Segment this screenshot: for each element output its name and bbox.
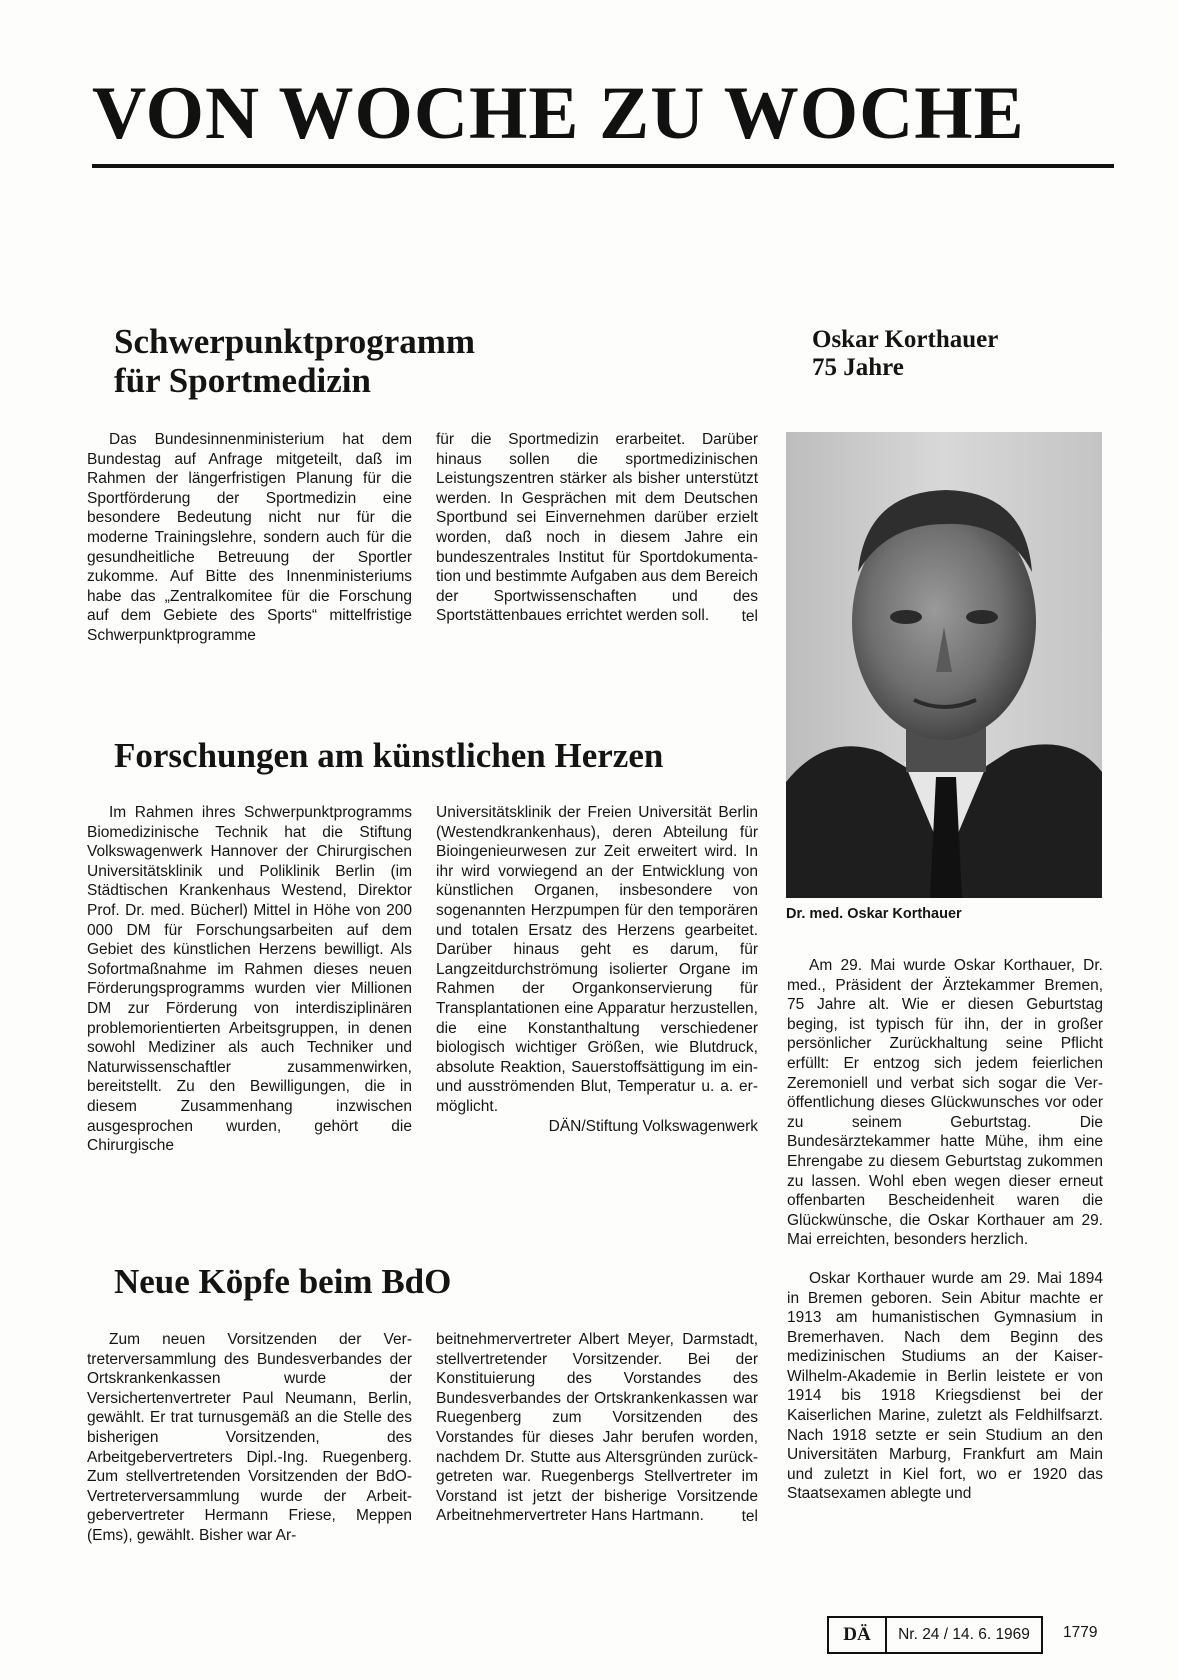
herz-column-1 bbox=[87, 803, 412, 1223]
herz-text-1: Im Rahmen ihres Schwerpunktprogramms Biomedizinische Technik hat die Stiftung Volkswagenwerk Hannover der Chirurgischen Universitätsklinik und Poliklinik Berlin (im Städtischen Krankenhaus Westend, Direktor Prof. Dr. med. Bücherl) Mittel in Höhe von 200 000 DM für Forschungsarbeiten auf dem Gebiet des künstlichen Herzens bewilligt. Als Sofortmaßnahme im Rahmen dieses neuen Förderungsprogramms wurden vier Millionen DM zur Förderung von interdisziplinären problemorientierten Arbeitsgruppen, in denen sowohl Mediziner als auch Techniker und Naturwissenschaftler zusammenwirken, bereitstellt. Zu den Bewilligungen, die in diesem Zusammenhang inzwischen ausgesprochen wurden, gehört die Chirurgische bbox=[87, 804, 412, 1155]
bdo-text-2: beitnehmervertreter Albert Meyer, Darmstadt, stellvertretender Vorsitzender. Bei der Konstituierung des Vorstandes des Bundesverbandes der Ortskrankenkassen war Ruegenberg zum Vorsitzenden des Vorstandes für dieses Jahr berufen worden, nachdem Dr. Stutte aus Altersgründen zurückgetreten war. Ruegenbergs Stellvertreter im Vorstand ist jetzt der bisherige Vorsitzende Arbeitnehmervertreter Hans Hartmann. bbox=[436, 1331, 758, 1525]
sport-column-1 bbox=[87, 430, 412, 675]
page-number: 1779 bbox=[1063, 1624, 1098, 1641]
korthauer-column bbox=[787, 956, 1103, 1576]
bdo-column-2 bbox=[436, 1330, 758, 1570]
masthead-rule bbox=[92, 164, 1114, 168]
sport-text-1: Das Bundesinnenministerium hat dem Bundestag auf Anfrage mitgeteilt, daß im Rahmen der längerfristigen Planung für die Sportförderung der Sportmedizin eine besondere Bedeutung nicht nur für die moderne Trainingslehre, sondern auch für die gesundheitliche Betreuung der Sportler zukomme. Auf Bitte des Innenministeriums habe das „Zentralkomitee für die Forschung auf dem Gebiete des Sports“ mittelfristige Schwerpunktprogramme bbox=[87, 431, 412, 644]
masthead-title: VON WOCHE ZU WOCHE bbox=[92, 72, 1025, 155]
issue-number: Nr. 24 / 14. 6. 1969 bbox=[898, 1626, 1030, 1643]
issue-box bbox=[827, 1616, 1043, 1654]
bdo-column-1 bbox=[87, 1330, 412, 1570]
herz-text-2: Universitätsklinik der Freien Universität Berlin (Westendkrankenhaus), deren Abteilung für Bioingenieurwesen zur Zeit erweitert wird. In ihr wird vorwiegend an der Entwicklung von künstlichen Organen, insbesondere von sogenannten Herzpumpen für den temporären und totalen Ersatz des Herzens gearbeitet. Darüber hinaus geht es darum, für Langzeitdurchströmung isolierter Organe im Rahmen der Organkonservierung für Transplantationen eine Apparatur herzustellen, die eine Konstanthaltung verschiedener biologisch wichtiger Größen, wie Blutdruck, absolute Reaktion, Sauerstoffsättigung im ein- und ausströmenden Blut, Temperatur u. a. ermöglicht. bbox=[436, 804, 758, 1115]
headline-bdo: Neue Köpfe beim BdO bbox=[114, 1262, 452, 1301]
sport-signature: tel bbox=[741, 607, 758, 625]
portrait-illustration bbox=[786, 432, 1102, 898]
sport-text-2: für die Sportmedizin erarbeitet. Darüber hinaus sollen die sportmedizinischen Leistungszentren stärker als bisher unterstützt werden. In Gesprächen mit dem Deutschen Sportbund sei Einvernehmen darüber erzielt worden, daß noch in diesem Jahre ein bundeszentrales Institut für Sportdokumentation und bestimmte Aufgaben aus dem Bereich der Sportwissenschaften und des Sportstättenbaues errichtet werden soll. bbox=[436, 431, 758, 625]
bdo-signature: tel bbox=[741, 1507, 758, 1525]
journal-logo: DÄ bbox=[829, 1618, 887, 1652]
headline-kuenstliches-herz: Forschungen am künstlichen Herzen bbox=[114, 736, 664, 775]
portrait-caption: Dr. med. Oskar Korthauer bbox=[786, 906, 962, 922]
headline-sportmedizin: Schwerpunktprogramm für Sportmedizin bbox=[114, 322, 476, 401]
korthauer-text-2: Oskar Korthauer wurde am 29. Mai 1894 in Bremen geboren. Sein Abitur machte er 1913 am humanistischen Gymnasium in Bremerhaven. Nach dem Beginn des medizinischen Studiums an der Kaiser-Wilhelm-Akademie in Berlin leistete er von 1914 bis 1918 Kriegsdienst bei der Kaiserlichen Marine, zuletzt als Feldhilfsarzt. Nach 1918 setzte er sein Studium an den Universitäten Marburg, Frankfurt am Main und zuletzt in Kiel fort, wo er 1920 das Staatsexamen ablegte und bbox=[787, 1269, 1103, 1503]
sport-column-2 bbox=[436, 430, 758, 675]
portrait-photo bbox=[786, 432, 1102, 898]
herz-column-2 bbox=[436, 803, 758, 1223]
korthauer-text-1: Am 29. Mai wurde Oskar Korthauer, Dr. med., Präsident der Ärztekammer Bremen, 75 Jahre alt. Wie er diesen Geburtstag beging, ist typisch für ihn, der in großer persönlicher Zurückhaltung seine Pflicht erfüllt: Er entzog sich jedem feierlichen Zeremoniell und verbat sich sogar die Veröffentlichung dieses Glückwunsches vor oder zu seinem Geburtstag. Die Bundesärztekammer hatte Mühe, ihm eine Ehrengabe zu diesem Geburtstag zukommen zu lassen. Wohl eben wegen dieser erneut offenbarten Bescheidenheit waren die Glückwünsche, die Oskar Korthauer am 29. Mai erreichten, besonders herzlich. bbox=[787, 957, 1103, 1249]
headline-korthauer: Oskar Korthauer 75 Jahre bbox=[812, 326, 999, 381]
herz-signature: DÄN/Stiftung Volkswagenwerk bbox=[548, 1117, 758, 1135]
bdo-text-1: Zum neuen Vorsitzenden der Vertreterversammlung des Bundesverbandes der Ortskrankenkassen wurde der Versichertenvertreter Paul Neumann, Berlin, gewählt. Er trat turnusgemäß an die Stelle des bisherigen Vorsitzenden, des Arbeitgebervertreters Dipl.-Ing. Ruegenberg. Zum stellvertretenden Vorsitzenden der BdO-Vertreterversammlung wurde der Arbeitgebervertreter Hermann Friese, Meppen (Ems), gewählt. Bisher war Ar- bbox=[87, 1331, 412, 1544]
